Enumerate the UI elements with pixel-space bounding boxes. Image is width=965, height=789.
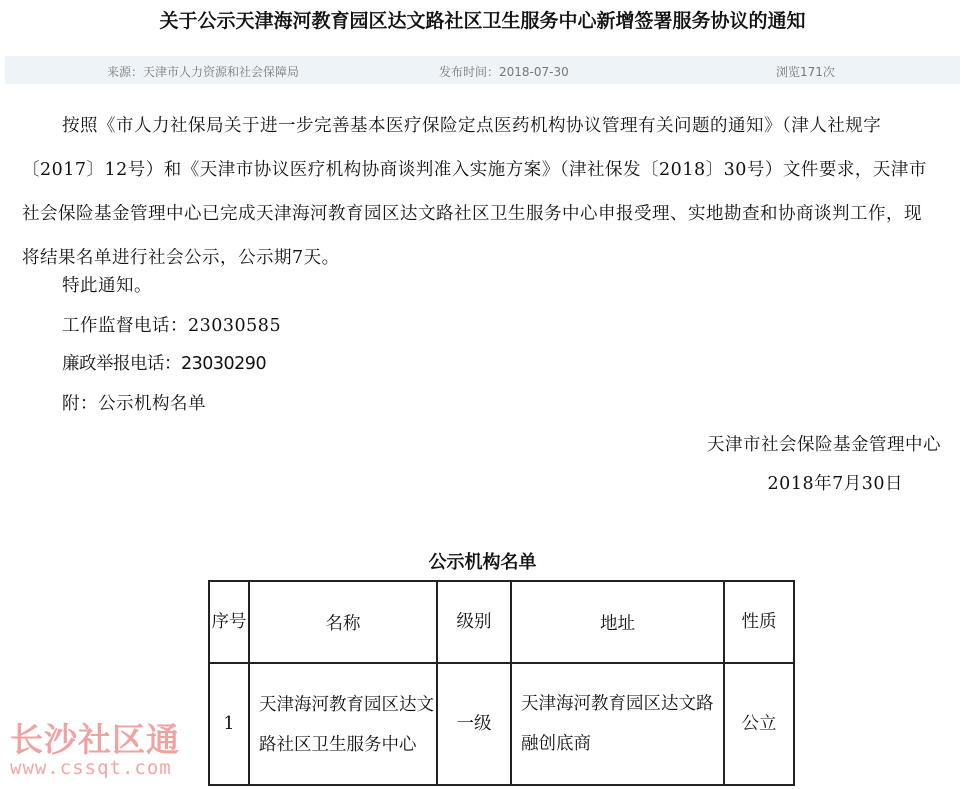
table-header-row xyxy=(209,581,794,663)
body-paragraph: 按照《市人力社保局关于进一步完善基本医疗保险定点医药机构协议管理有关问题的通知》（津人社规字〔2017〕12号）和《天津市协议医疗机构协商谈判准入实施方案》（津社保发〔2018〕30号）文件要求，天津市社会保险基金管理中心已完成天津海河教育园区达文路社区卫生服务中心申报受理、实地勘查和协商谈判工作，现将结果名单进行社会公示，公示期7天。 xyxy=(22,116,927,268)
signature-org: 天津市社会保险基金管理中心 xyxy=(707,435,941,455)
watermark-url: www.cssqt.com xyxy=(10,757,172,779)
table-row xyxy=(209,663,794,785)
row-level: 一级 xyxy=(437,663,511,785)
signature-date: 2018年7月30日 xyxy=(767,474,903,494)
header-nature: 性质 xyxy=(724,581,794,663)
article-source: 来源：天津市人力资源和社会保障局 xyxy=(107,65,300,79)
header-index: 序号 xyxy=(209,581,249,663)
header-address: 地址 xyxy=(511,581,724,663)
table-title: 公示机构名单 xyxy=(428,552,537,573)
row-name: 天津海河教育园区达文路社区卫生服务中心 xyxy=(249,663,437,785)
article-title: 关于公示天津海河教育园区达文路社区卫生服务中心新增签署服务协议的通知 xyxy=(159,10,806,32)
watermark-logo xyxy=(10,714,180,779)
row-index: 1 xyxy=(209,663,249,785)
report-phone: 廉政举报电话：23030290 xyxy=(62,354,267,374)
attachment-line: 附：公示机构名单 xyxy=(62,394,206,414)
article-views: 浏览171次 xyxy=(776,65,835,79)
supervision-phone: 工作监督电话：23030585 xyxy=(62,316,282,336)
header-name: 名称 xyxy=(249,581,437,663)
notice-line: 特此通知。 xyxy=(62,276,152,296)
header-level: 级别 xyxy=(437,581,511,663)
row-nature: 公立 xyxy=(724,663,794,785)
article-publish-time: 发布时间：2018-07-30 xyxy=(439,65,569,79)
institution-table xyxy=(208,580,795,786)
watermark-text: 长沙社区通 xyxy=(10,720,180,759)
article-meta-bar xyxy=(5,56,960,84)
row-address: 天津海河教育园区达文路融创底商 xyxy=(511,663,724,785)
